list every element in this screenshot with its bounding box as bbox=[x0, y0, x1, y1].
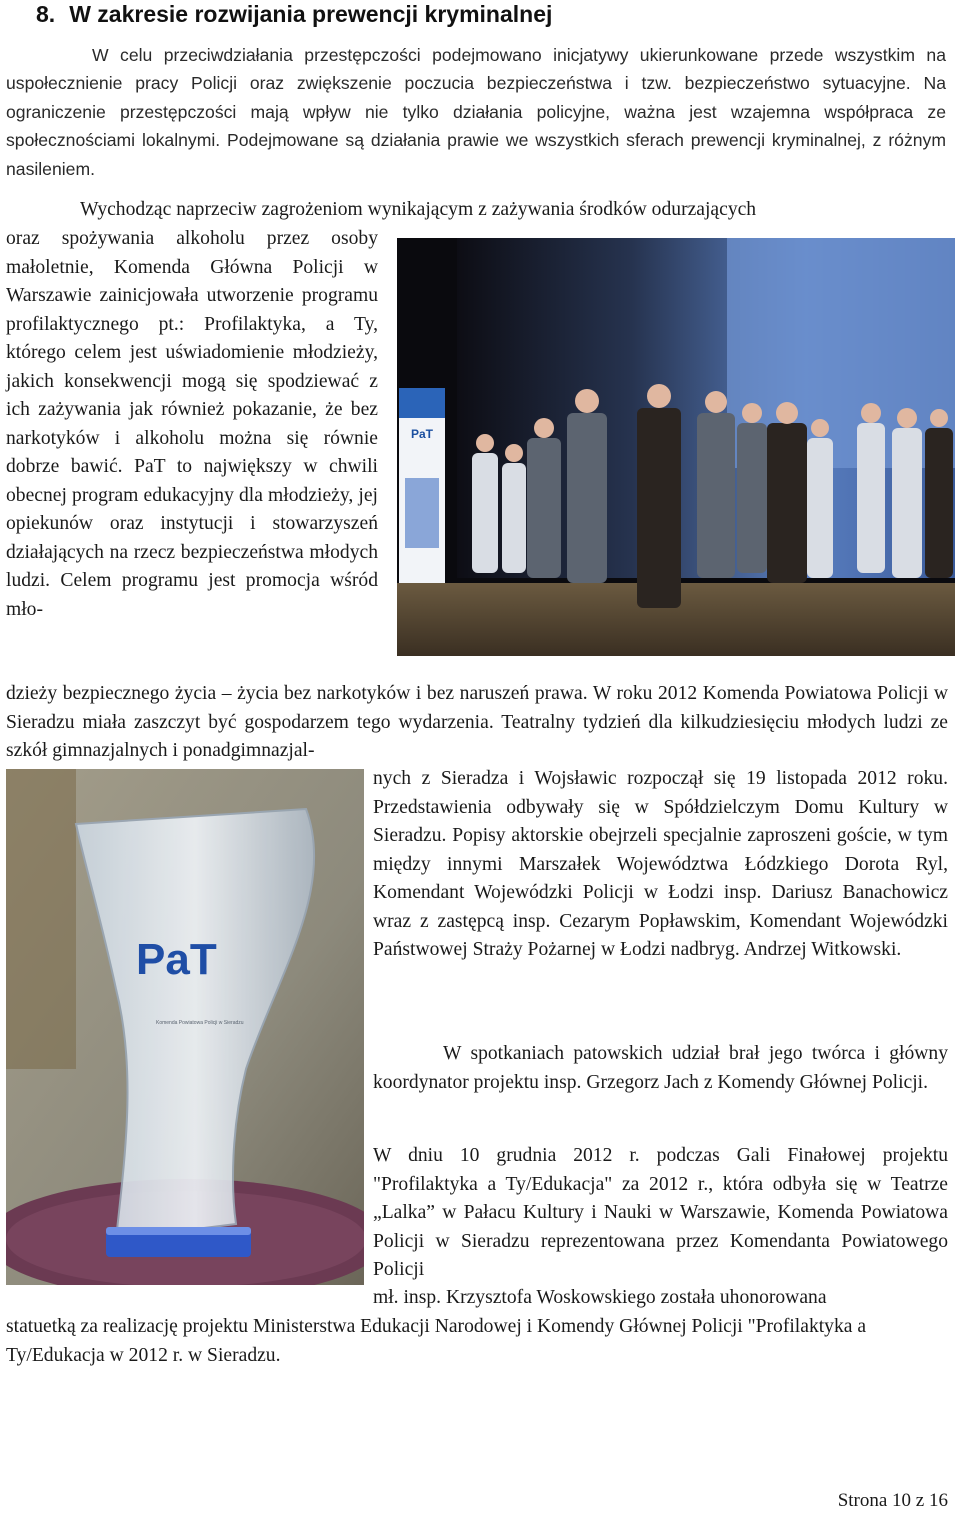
banner-logo-text: PaT bbox=[411, 427, 434, 441]
section-title: W zakresie rozwijania prewencji kryminalnej bbox=[69, 1, 553, 27]
paragraph-gala-side: W dniu 10 grudnia 2012 r. podczas Gali Finałowej projektu "Profilaktyka a Ty/Edukacja" za 2012 r., która odbyła się w Teatrze „Lalka” w Pałacu Kultury i Nauki w Warszawie, Komenda Powiatowa Policji w Sieradzu reprezentowana przez Komendanta Powiatowego Policji bbox=[373, 1145, 948, 1280]
trophy-logo-text: PaT bbox=[136, 935, 217, 984]
paragraph-gala-full: statuetką za realizację projektu Ministerstwa Edukacji Narodowej i Komendy Głównej Policji "Profilaktyka a Ty/Edukacja w 2012 r. w Sieradzu. bbox=[6, 1316, 867, 1366]
paragraph-pat-first-line: Wychodząc naprzeciw zagrożeniom wynikającym z zażywania środków odurzających bbox=[80, 199, 757, 220]
paragraph-coordinator: W spotkaniach patowskich udział brał jego twórca i główny koordynator projektu insp. Grzegorz Jach z Komendy Głównej Policji. bbox=[373, 1043, 948, 1093]
trophy-engraving: Komenda Powiatowa Policji w Sieradzu bbox=[156, 1020, 244, 1026]
paragraph-theatre-week: nych z Sieradza i Wojsławic rozpoczął się 19 listopada 2012 roku. Przedstawienia odbywały się w Spółdzielczym Domu Kultury w Sieradzu. Popisy aktorskie obejrzeli specjalnie zaproszeni goście, w tym między innymi Marszałek Województwa Łódzkiego Dorota Ryl, Komendant Wojewódzki Policji w Łodzi insp. Dariusz Banachowicz wraz z zastępcą insp. Cezarym Popławskim, Komendant Wojewódzki Państwowej Straży Pożarnej w Łodzi nadbryg. Andrzej Witkowski. bbox=[373, 768, 948, 960]
paragraph-intro: W celu przeciwdziałania przestępczości podejmowano inicjatywy ukierunkowane przede wszystkim na uspołecznienie pracy Policji oraz zwiększenie poczucia bezpieczeństwa i tzw. bezpieczeństwo sytuacyjne. Na ograniczenie przestępczości mają wpływ nie tylko działania policyjne, ważna jest wzajemna współpraca ze społecznościami lokalnymi. Podejmowane są działania prawie we wszystkich sferach prewencji kryminalnej, z różnym nasileniem. bbox=[6, 45, 946, 179]
paragraph-gala-side-last: mł. insp. Krzysztofa Woskowskiego została uhonorowana bbox=[373, 1287, 827, 1308]
trophy-photo bbox=[6, 769, 364, 1285]
section-number: 8. bbox=[36, 1, 56, 27]
page-number: Strona 10 z 16 bbox=[837, 1490, 948, 1511]
paragraph-pat-full: dzieży bezpiecznego życia – życia bez narkotyków i bez naruszeń prawa. W roku 2012 Komenda Powiatowa Policji w Sieradzu miała zaszczyt być gospodarzem tego wydarzenia. Teatralny tydzień dla kilkudziesięciu młodych ludzi ze szkół gimnazjalnych i ponadgimnazjal- bbox=[6, 683, 948, 761]
paragraph-pat-side: oraz spożywania alkoholu przez osoby małoletnie, Komenda Główna Policji w Warszawie zainicjowała utworzenie programu profilaktycznego pt.: Profilaktyka, a Ty, którego celem jest uświadomienie młodzieży, jakich konsekwencji mogą się spodziewać z ich zażywania jak również pokazanie, że bez narkotyków i alkoholu można się równie dobrze bawić. PaT to największy w chwili obecnej program edukacyjny dla młodzieży, jej opiekunów oraz instytucji i stowarzyszeń działających na rzecz bezpieczeństwa młodych ludzi. Celem programu jest promocja wśród mło- bbox=[6, 228, 378, 620]
ceremony-photo bbox=[397, 238, 955, 656]
section-heading bbox=[36, 0, 936, 28]
